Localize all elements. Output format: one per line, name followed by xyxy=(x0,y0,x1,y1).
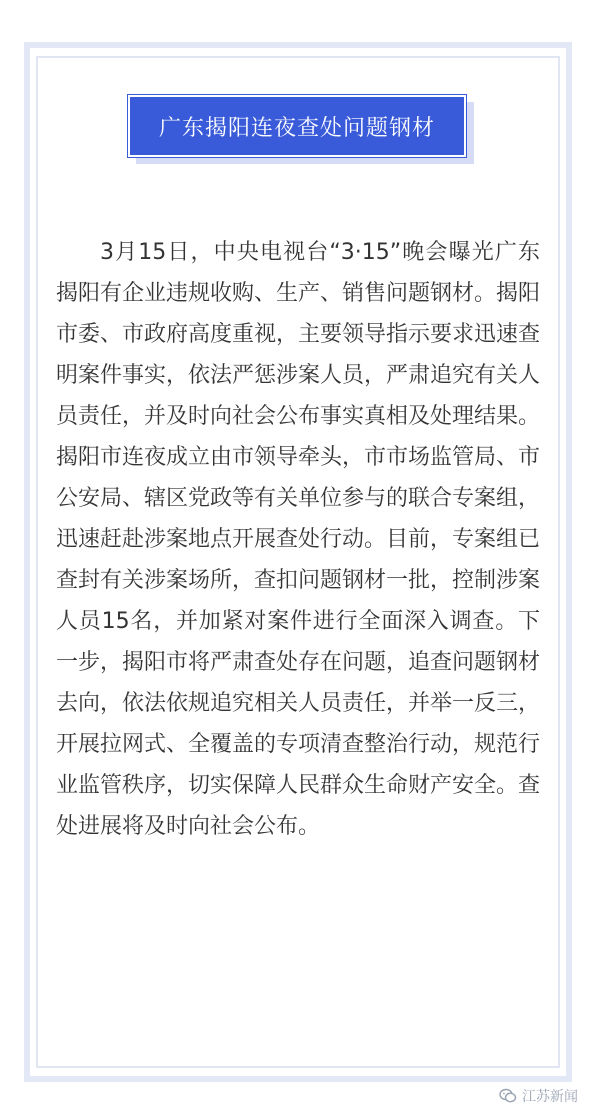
article-body: 3月15日，中央电视台“3·15”晚会曝光广东揭阳有企业违规收购、生产、销售问题钢材。揭阳市委、市政府高度重视，主要领导指示要求迅速查明案件事实，依法严惩涉案人员，严肃追究有关人员责任，并及时向社会公布事实真相及处理结果。揭阳市连夜成立由市领导牵头，市市场监管局、市公安局、辖区党政等有关单位参与的联合专案组，迅速赶赴涉案地点开展查处行动。目前，专案组已查封有关涉案场所，查扣问题钢材一批，控制涉案人员15名，并加紧对案件进行全面深入调查。下一步，揭阳市将严肃查处存在问题，追查问题钢材去向，依法依规追究相关人员责任，并举一反三，开展拉网式、全覆盖的专项清查整治行动，规范行业监管秩序，切实保障人民群众生命财产安全。查处进展将及时向社会公布。 xyxy=(56,240,541,839)
wechat-icon xyxy=(499,1088,517,1104)
watermark-text: 江苏新闻 xyxy=(522,1089,578,1105)
page-title: 广东揭阳连夜查处问题钢材 xyxy=(158,115,435,141)
source-watermark xyxy=(499,1086,578,1106)
title-banner xyxy=(128,95,466,157)
